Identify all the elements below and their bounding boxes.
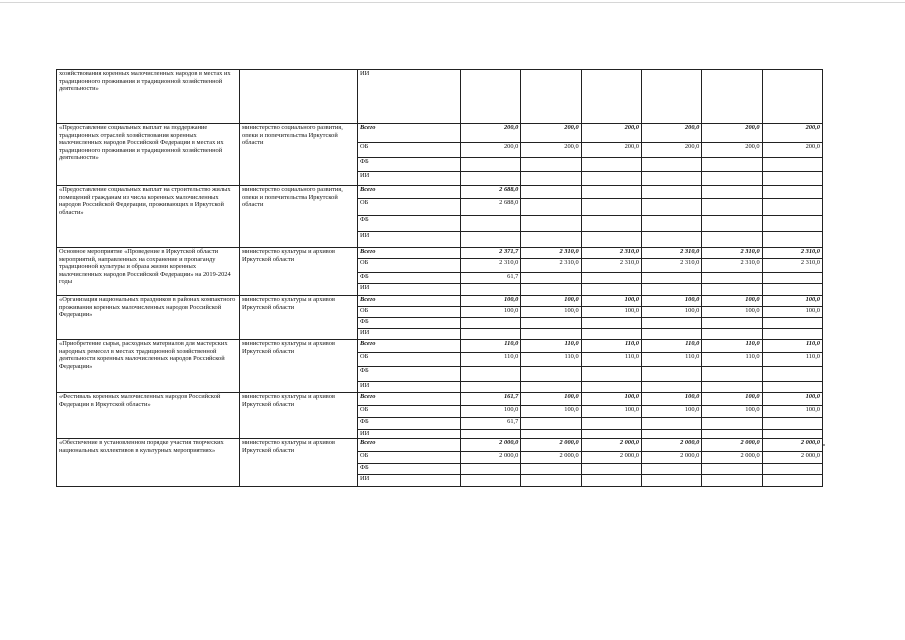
amount-cell: 100,0 bbox=[641, 307, 701, 318]
amount-cell bbox=[702, 430, 762, 439]
amount-cell: 100,0 bbox=[581, 406, 641, 418]
amount-cell bbox=[641, 172, 701, 186]
amount-cell bbox=[702, 475, 762, 487]
amount-cell: 110,0 bbox=[702, 353, 762, 367]
amount-cell bbox=[521, 232, 581, 248]
amount-cell bbox=[581, 382, 641, 393]
amount-cell: 100,0 bbox=[521, 307, 581, 318]
funding-source-cell: ОБ bbox=[358, 259, 461, 273]
amount-cell: 200,0 bbox=[581, 124, 641, 143]
amount-cell: 110,0 bbox=[762, 353, 822, 367]
table-row bbox=[57, 186, 823, 199]
amount-cell bbox=[581, 329, 641, 340]
amount-cell: 2 310,0 bbox=[702, 259, 762, 273]
amount-cell bbox=[762, 464, 822, 475]
amount-cell bbox=[461, 329, 521, 340]
amount-cell bbox=[641, 382, 701, 393]
amount-cell bbox=[702, 329, 762, 340]
amount-cell: 2 000,0 bbox=[521, 439, 581, 452]
amount-cell: 100,0 bbox=[461, 406, 521, 418]
amount-cell: 2 310,0 bbox=[521, 248, 581, 259]
amount-cell: 100,0 bbox=[762, 406, 822, 418]
amount-cell: 110,0 bbox=[641, 340, 701, 353]
table-row bbox=[57, 393, 823, 406]
table-row bbox=[57, 439, 823, 452]
amount-cell bbox=[641, 418, 701, 430]
amount-cell bbox=[641, 329, 701, 340]
funding-source-cell: ИИ bbox=[358, 284, 461, 296]
amount-cell: 200,0 bbox=[762, 124, 822, 143]
amount-cell: 110,0 bbox=[641, 353, 701, 367]
amount-cell bbox=[581, 367, 641, 382]
amount-cell: 200,0 bbox=[702, 124, 762, 143]
amount-cell: 100,0 bbox=[461, 307, 521, 318]
funding-source-cell: ФБ bbox=[358, 273, 461, 284]
amount-cell bbox=[762, 382, 822, 393]
amount-cell bbox=[521, 430, 581, 439]
table-row bbox=[57, 70, 823, 124]
amount-cell bbox=[581, 475, 641, 487]
amount-cell bbox=[521, 70, 581, 124]
amount-cell: 2 000,0 bbox=[702, 439, 762, 452]
measure-name-cell: хозяйствования коренных малочисленных народов в местах их традиционного проживания и традиционной хозяйственной деятельности» bbox=[57, 70, 240, 124]
amount-cell bbox=[641, 232, 701, 248]
amount-cell bbox=[702, 318, 762, 329]
amount-cell bbox=[461, 216, 521, 232]
amount-cell bbox=[461, 70, 521, 124]
amount-cell: 100,0 bbox=[702, 307, 762, 318]
amount-cell: 200,0 bbox=[641, 124, 701, 143]
amount-cell bbox=[521, 158, 581, 172]
amount-cell bbox=[641, 367, 701, 382]
funding-source-cell: ОБ bbox=[358, 406, 461, 418]
amount-cell bbox=[702, 367, 762, 382]
table-row bbox=[57, 296, 823, 307]
amount-cell bbox=[641, 158, 701, 172]
amount-cell: 100,0 bbox=[581, 296, 641, 307]
amount-cell bbox=[702, 273, 762, 284]
funding-source-cell: ОБ bbox=[358, 452, 461, 464]
amount-cell: 2 371,7 bbox=[461, 248, 521, 259]
amount-cell: 100,0 bbox=[702, 296, 762, 307]
amount-cell bbox=[461, 475, 521, 487]
amount-cell bbox=[521, 273, 581, 284]
amount-cell bbox=[702, 172, 762, 186]
amount-cell bbox=[521, 216, 581, 232]
amount-cell bbox=[762, 329, 822, 340]
amount-cell: 200,0 bbox=[521, 124, 581, 143]
amount-cell bbox=[461, 232, 521, 248]
scan-edge-line bbox=[0, 2, 905, 3]
funding-source-cell: ФБ bbox=[358, 158, 461, 172]
amount-cell bbox=[702, 382, 762, 393]
responsible-executor-cell: министерство культуры и архивов Иркутской области bbox=[240, 296, 358, 340]
amount-cell bbox=[762, 430, 822, 439]
amount-cell bbox=[702, 418, 762, 430]
amount-cell bbox=[581, 158, 641, 172]
amount-cell bbox=[581, 418, 641, 430]
amount-cell: 2 000,0 bbox=[461, 439, 521, 452]
responsible-executor-cell: министерство социального развития, опеки и попечительства Иркутской области bbox=[240, 124, 358, 186]
amount-cell: 200,0 bbox=[641, 143, 701, 158]
amount-cell: 110,0 bbox=[762, 340, 822, 353]
amount-cell: 200,0 bbox=[702, 143, 762, 158]
amount-cell: 110,0 bbox=[702, 340, 762, 353]
funding-source-cell: ОБ bbox=[358, 353, 461, 367]
amount-cell: 100,0 bbox=[702, 393, 762, 406]
funding-source-cell: Всего bbox=[358, 296, 461, 307]
amount-cell bbox=[702, 216, 762, 232]
amount-cell: 110,0 bbox=[581, 353, 641, 367]
funding-source-cell: Всего bbox=[358, 393, 461, 406]
amount-cell bbox=[581, 186, 641, 199]
amount-cell bbox=[762, 475, 822, 487]
amount-cell: 110,0 bbox=[581, 340, 641, 353]
amount-cell bbox=[581, 199, 641, 216]
amount-cell: 2 000,0 bbox=[641, 439, 701, 452]
amount-cell: 61,7 bbox=[461, 418, 521, 430]
amount-cell bbox=[521, 329, 581, 340]
amount-cell bbox=[762, 199, 822, 216]
funding-source-cell: ОБ bbox=[358, 143, 461, 158]
amount-cell bbox=[702, 232, 762, 248]
funding-source-cell: ОБ bbox=[358, 307, 461, 318]
measure-name-cell: «Предоставление социальных выплат на поддержание традиционных отраслей хозяйствования коренных малочисленных народов Российской Федерации в местах их традиционного проживания и традиционной хозяйственной деятельности» bbox=[57, 124, 240, 186]
measure-name-cell: «Фестиваль коренных малочисленных народов Российской Федерации в Иркутской области» bbox=[57, 393, 240, 439]
amount-cell bbox=[641, 199, 701, 216]
amount-cell: 200,0 bbox=[461, 143, 521, 158]
amount-cell: 100,0 bbox=[521, 296, 581, 307]
amount-cell bbox=[702, 464, 762, 475]
measure-name-cell: «Приобретение сырья, расходных материалов для мастерских народных ремесел в местах традиционной хозяйственной деятельности коренных малочисленных народов Российской Федерации» bbox=[57, 340, 240, 393]
amount-cell bbox=[581, 430, 641, 439]
amount-cell bbox=[461, 430, 521, 439]
amount-cell: 100,0 bbox=[581, 307, 641, 318]
funding-source-cell: ФБ bbox=[358, 418, 461, 430]
amount-cell: 2 000,0 bbox=[581, 452, 641, 464]
amount-cell bbox=[762, 70, 822, 124]
amount-cell bbox=[762, 158, 822, 172]
budget-table bbox=[56, 69, 823, 487]
amount-cell bbox=[641, 318, 701, 329]
amount-cell bbox=[461, 367, 521, 382]
responsible-executor-cell: министерство культуры и архивов Иркутской области bbox=[240, 340, 358, 393]
amount-cell: 110,0 bbox=[461, 340, 521, 353]
amount-cell: 100,0 bbox=[762, 307, 822, 318]
amount-cell bbox=[461, 464, 521, 475]
amount-cell bbox=[702, 70, 762, 124]
amount-cell bbox=[762, 232, 822, 248]
funding-source-cell: ФБ bbox=[358, 216, 461, 232]
amount-cell: 2 000,0 bbox=[461, 452, 521, 464]
funding-source-cell: Всего bbox=[358, 186, 461, 199]
funding-source-cell: ИИ bbox=[358, 430, 461, 439]
amount-cell: 100,0 bbox=[581, 393, 641, 406]
amount-cell bbox=[702, 199, 762, 216]
amount-cell bbox=[702, 158, 762, 172]
amount-cell bbox=[581, 172, 641, 186]
funding-source-cell: ИИ bbox=[358, 329, 461, 340]
amount-cell: 100,0 bbox=[762, 296, 822, 307]
amount-cell bbox=[641, 70, 701, 124]
amount-cell: 2 310,0 bbox=[641, 259, 701, 273]
amount-cell: 2 688,0 bbox=[461, 186, 521, 199]
amount-cell: 100,0 bbox=[641, 296, 701, 307]
amount-cell bbox=[521, 186, 581, 199]
amount-cell bbox=[461, 284, 521, 296]
amount-cell: 2 688,0 bbox=[461, 199, 521, 216]
amount-cell: 2 000,0 bbox=[581, 439, 641, 452]
amount-cell bbox=[702, 186, 762, 199]
funding-source-cell: ИИ bbox=[358, 382, 461, 393]
amount-cell: 100,0 bbox=[461, 296, 521, 307]
amount-cell: 110,0 bbox=[521, 340, 581, 353]
amount-cell bbox=[762, 418, 822, 430]
funding-source-cell: ИИ bbox=[358, 172, 461, 186]
amount-cell: 2 000,0 bbox=[641, 452, 701, 464]
amount-cell bbox=[521, 475, 581, 487]
amount-cell bbox=[641, 273, 701, 284]
amount-cell: 2 310,0 bbox=[581, 259, 641, 273]
amount-cell bbox=[641, 464, 701, 475]
amount-cell: 200,0 bbox=[461, 124, 521, 143]
amount-cell: 2 000,0 bbox=[762, 439, 822, 452]
amount-cell bbox=[581, 284, 641, 296]
amount-cell bbox=[762, 318, 822, 329]
amount-cell: 110,0 bbox=[461, 353, 521, 367]
amount-cell: 110,0 bbox=[521, 353, 581, 367]
measure-name-cell: Основное мероприятие «Проведение в Иркутской области мероприятий, направленных на сохранение и пропаганду традиционной культуры и образа жизни коренных малочисленных народов Российской Федерации» на 2019-2024 годы bbox=[57, 248, 240, 296]
amount-cell bbox=[581, 318, 641, 329]
amount-cell: 2 310,0 bbox=[581, 248, 641, 259]
amount-cell: 2 000,0 bbox=[702, 452, 762, 464]
funding-source-cell: ФБ bbox=[358, 464, 461, 475]
measure-name-cell: «Организация национальных праздников в районах компактного проживания коренных малочисленных народов Российской Федерации» bbox=[57, 296, 240, 340]
funding-source-cell: Всего bbox=[358, 439, 461, 452]
amount-cell bbox=[762, 216, 822, 232]
responsible-executor-cell: министерство культуры и архивов Иркутской области bbox=[240, 393, 358, 439]
amount-cell bbox=[581, 464, 641, 475]
amount-cell: 100,0 bbox=[641, 393, 701, 406]
amount-cell: 100,0 bbox=[762, 393, 822, 406]
amount-cell bbox=[762, 186, 822, 199]
amount-cell bbox=[461, 382, 521, 393]
amount-cell bbox=[461, 172, 521, 186]
amount-cell: 2 310,0 bbox=[702, 248, 762, 259]
amount-cell bbox=[521, 418, 581, 430]
amount-cell: 2 310,0 bbox=[641, 248, 701, 259]
funding-source-cell: Всего bbox=[358, 340, 461, 353]
amount-cell bbox=[762, 172, 822, 186]
amount-cell bbox=[521, 464, 581, 475]
amount-cell: 61,7 bbox=[461, 273, 521, 284]
amount-cell bbox=[521, 367, 581, 382]
amount-cell bbox=[641, 284, 701, 296]
funding-source-cell: Всего bbox=[358, 248, 461, 259]
amount-cell bbox=[581, 216, 641, 232]
amount-cell bbox=[521, 284, 581, 296]
funding-source-cell: ФБ bbox=[358, 318, 461, 329]
amount-cell bbox=[521, 199, 581, 216]
amount-cell bbox=[521, 318, 581, 329]
amount-cell: 161,7 bbox=[461, 393, 521, 406]
funding-source-cell: Всего bbox=[358, 124, 461, 143]
amount-cell bbox=[762, 367, 822, 382]
amount-cell: 2 310,0 bbox=[521, 259, 581, 273]
responsible-executor-cell: министерство социального развития, опеки и попечительства Иркутской области bbox=[240, 186, 358, 248]
measure-name-cell: «Предоставление социальных выплат на строительство жилых помещений гражданам из числа коренных малочисленных народов Российской Федерации, проживающих в Иркутской области» bbox=[57, 186, 240, 248]
amount-cell: 2 000,0 bbox=[762, 452, 822, 464]
amount-cell: 2 310,0 bbox=[762, 248, 822, 259]
amount-cell: 2 000,0 bbox=[521, 452, 581, 464]
amount-cell bbox=[461, 318, 521, 329]
table-row bbox=[57, 248, 823, 259]
responsible-executor-cell: министерство культуры и архивов Иркутской области bbox=[240, 248, 358, 296]
amount-cell bbox=[641, 186, 701, 199]
table-row bbox=[57, 124, 823, 143]
funding-source-cell: ИИ bbox=[358, 475, 461, 487]
amount-cell bbox=[641, 216, 701, 232]
amount-cell: 100,0 bbox=[702, 406, 762, 418]
amount-cell bbox=[702, 284, 762, 296]
amount-cell bbox=[581, 273, 641, 284]
amount-cell bbox=[521, 382, 581, 393]
funding-source-cell: ОБ bbox=[358, 199, 461, 216]
amount-cell bbox=[581, 70, 641, 124]
amount-cell bbox=[461, 158, 521, 172]
amount-cell: 2 310,0 bbox=[461, 259, 521, 273]
responsible-executor-cell bbox=[240, 70, 358, 124]
measure-name-cell: «Обеспечение в установленном порядке участия творческих национальных коллективов в культурных мероприятиях» bbox=[57, 439, 240, 487]
table-row bbox=[57, 340, 823, 353]
amount-cell bbox=[762, 273, 822, 284]
amount-cell: 100,0 bbox=[521, 406, 581, 418]
amount-cell: 200,0 bbox=[581, 143, 641, 158]
scan-speck bbox=[823, 444, 825, 446]
amount-cell bbox=[521, 172, 581, 186]
responsible-executor-cell: министерство культуры и архивов Иркутской области bbox=[240, 439, 358, 487]
amount-cell: 100,0 bbox=[641, 406, 701, 418]
amount-cell bbox=[762, 284, 822, 296]
funding-source-cell: ФБ bbox=[358, 367, 461, 382]
amount-cell bbox=[581, 232, 641, 248]
amount-cell: 2 310,0 bbox=[762, 259, 822, 273]
amount-cell: 200,0 bbox=[762, 143, 822, 158]
amount-cell: 200,0 bbox=[521, 143, 581, 158]
budget-table-body bbox=[57, 70, 823, 487]
amount-cell bbox=[641, 430, 701, 439]
funding-source-cell: ИИ bbox=[358, 232, 461, 248]
amount-cell bbox=[641, 475, 701, 487]
amount-cell: 100,0 bbox=[521, 393, 581, 406]
funding-source-cell: ИИ bbox=[358, 70, 461, 124]
